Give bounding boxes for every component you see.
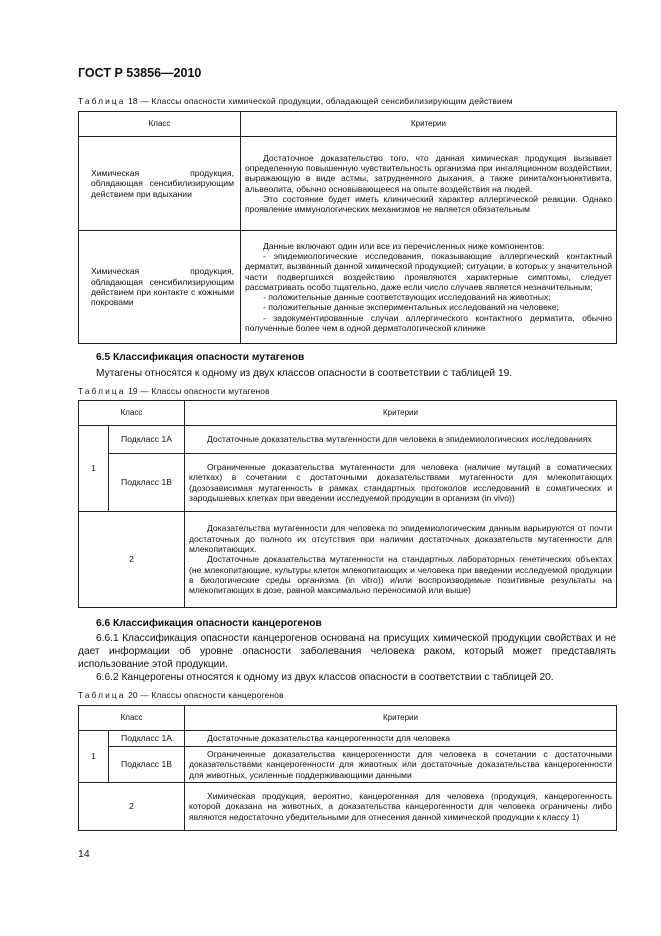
table20-caption-text: 20 — Классы опасности канцерогенов bbox=[125, 690, 284, 700]
table18-row2-class: Химическая продукция, обладающая сенсибилизирующим действием при контакте с кожными покровами bbox=[79, 231, 241, 344]
criteria-paragraph: Это состояние будет иметь клинический характер аллергической реакции. Однако проявление иммунологических механизмов не является обязательным bbox=[245, 193, 612, 215]
table18-row1-criteria bbox=[241, 137, 617, 231]
table20-subclass-1a: Подкласс 1А bbox=[109, 731, 185, 747]
table18 bbox=[78, 111, 617, 344]
table19-col-criteria: Критерии bbox=[185, 401, 617, 426]
table-row bbox=[79, 731, 617, 747]
table-row bbox=[79, 454, 617, 512]
table18-caption-text: 18 — Классы опасности химической продукции, обладающей сенсибилизирующим действием bbox=[125, 96, 513, 106]
table-row bbox=[79, 783, 617, 831]
table19-caption-text: 19 — Классы опасности мутагенов bbox=[125, 386, 270, 396]
section-6-6-1-text bbox=[78, 632, 616, 684]
table19-header-row bbox=[79, 401, 617, 426]
criteria-paragraph: Доказательства мутагенности для человека по эпидемиологическим данным варьируются от почти достаточных до полного их отсутствия при наличии достаточных доказательств мутагенности для млекопитающих. bbox=[189, 523, 612, 555]
table20 bbox=[78, 705, 617, 831]
section-6-6-heading: 6.6 Классификация опасности канцерогенов bbox=[96, 618, 322, 629]
paragraph-6-6-1: 6.6.1 Классификация опасности канцерогенов основана на присущих химической продукции свойствах и не дает информации об уровне опасности заболевания человека раком, который может представлять использование этой продукции. bbox=[78, 633, 616, 670]
table19-class2-criteria bbox=[185, 512, 617, 608]
table18-row bbox=[79, 137, 617, 231]
table20-header-row bbox=[79, 706, 617, 731]
page-number: 14 bbox=[78, 848, 90, 860]
table19-caption-word: Таблица bbox=[78, 386, 126, 396]
table18-header-row bbox=[79, 112, 617, 137]
table20-caption-word: Таблица bbox=[78, 690, 126, 700]
table20-col-criteria: Критерии bbox=[185, 706, 617, 731]
table20-class2: 2 bbox=[79, 783, 185, 831]
criteria-paragraph: - эпидемиологические исследования, показывающие аллергический контактный дерматит, вызванный данной химической продукцией; ситуации, в которых у значительной части подвергшихся воздействию проявляются характерные симптомы, следует рассматривать особо тщательно, даже если число случаев является незначительным; bbox=[245, 250, 612, 292]
table20-subclass-1b: Подкласс 1В bbox=[109, 747, 185, 783]
table19-col-class: Класс bbox=[79, 401, 185, 426]
table20-subclass-1b-criteria: Ограниченные доказательства канцерогенности для человека в сочетании с достаточными доказательствами канцерогенности для животных или достаточные доказательства канцерогенности для животных, усиленные поддерживающими данными bbox=[185, 747, 617, 783]
table19-subclass-1b: Подкласс 1В bbox=[109, 454, 185, 512]
table18-row bbox=[79, 231, 617, 344]
criteria-paragraph: - положительные данные соответствующих исследований на животных; bbox=[263, 292, 551, 303]
table20-subclass-1a-criteria: Достаточные доказательства канцерогенности для человека bbox=[185, 731, 617, 747]
table18-col-criteria: Критерии bbox=[241, 112, 617, 137]
table19-subclass-1a: Подкласс 1А bbox=[109, 426, 185, 454]
table20-col-class: Класс bbox=[79, 706, 185, 731]
table19-class1: 1 bbox=[79, 426, 109, 512]
table19 bbox=[78, 400, 617, 608]
table18-col-class: Класс bbox=[79, 112, 241, 137]
section-6-5-text: Мутагены относятся к одному из двух классов опасности в соответствии с таблицей 19. bbox=[96, 368, 513, 379]
table18-caption-word: Таблица bbox=[78, 96, 126, 106]
standard-header: ГОСТ Р 53856—2010 bbox=[78, 66, 202, 80]
table20-caption bbox=[78, 690, 284, 700]
table-row bbox=[79, 426, 617, 454]
section-6-5-heading: 6.5 Классификация опасности мутагенов bbox=[96, 352, 305, 363]
table20-class1: 1 bbox=[79, 731, 109, 783]
criteria-paragraph: - задокументированные случаи аллергического контактного дерматита, обычно полученные более чем в одной дерматологической клинике bbox=[245, 312, 612, 334]
table20-class2-criteria: Химическая продукция, вероятно, канцерогенная для человека (продукция, канцерогенность которой доказана на животных, а доказательства канцерогенности для человека ограничены либо являются недостаточно убедительными для отнесения данной химической продукции к классу 1) bbox=[185, 783, 617, 831]
criteria-paragraph: - положительные данные экспериментальных исследований на человеке; bbox=[263, 302, 559, 313]
table19-subclass-1a-criteria: Достаточные доказательства мутагенности для человека в эпидемиологических исследованиях bbox=[185, 426, 617, 454]
table19-subclass-1b-criteria: Ограниченные доказательства мутагенности для человека (наличие мутаций в соматических клетках) в сочетании с достаточными доказательствами мутагенности для млекопитающих (дозозависимая мутагенность в рамках стандартных протоколов исследований в соматических и зародышевых клетках при введении исследуемой продукции в организм (in vivo)) bbox=[185, 454, 617, 512]
table18-caption bbox=[78, 96, 513, 106]
table-row bbox=[79, 747, 617, 783]
table-row bbox=[79, 512, 617, 608]
table18-row2-criteria bbox=[241, 231, 617, 344]
paragraph-6-6-2: 6.6.2 Канцерогены относятся к одному из двух классов опасности в соответствии с таблицей 20. bbox=[96, 672, 554, 683]
criteria-paragraph: Достаточное доказательство того, что данная химическая продукция вызывает определенную повышенную чувствительность организма при ингаляционном воздействии, выражающую в виде астмы, затрудненного дыхания, а также ринита/конъюнктивита, альвеолита, обычно основывающееся на опыте воздействия на людей. bbox=[245, 152, 612, 194]
table18-row1-class: Химическая продукция, обладающая сенсибилизирующим действием при вдыхании bbox=[79, 137, 241, 231]
table19-class2: 2 bbox=[79, 512, 185, 608]
criteria-paragraph: Достаточные доказательства мутагенности на стандартных лабораторных генетических объектах (не млекопитающие, культуры клеток млекопитающих и человека при введении исследуемой продукции в биологические среды организма (in vitro)) и/или воспроизводимые позитивные результаты на млекопитающих в дозе, равной максимально переносимой или выше) bbox=[189, 554, 612, 596]
criteria-paragraph: Данные включают один или все из перечисленных ниже компонентов: bbox=[263, 240, 545, 251]
table19-caption bbox=[78, 386, 270, 396]
